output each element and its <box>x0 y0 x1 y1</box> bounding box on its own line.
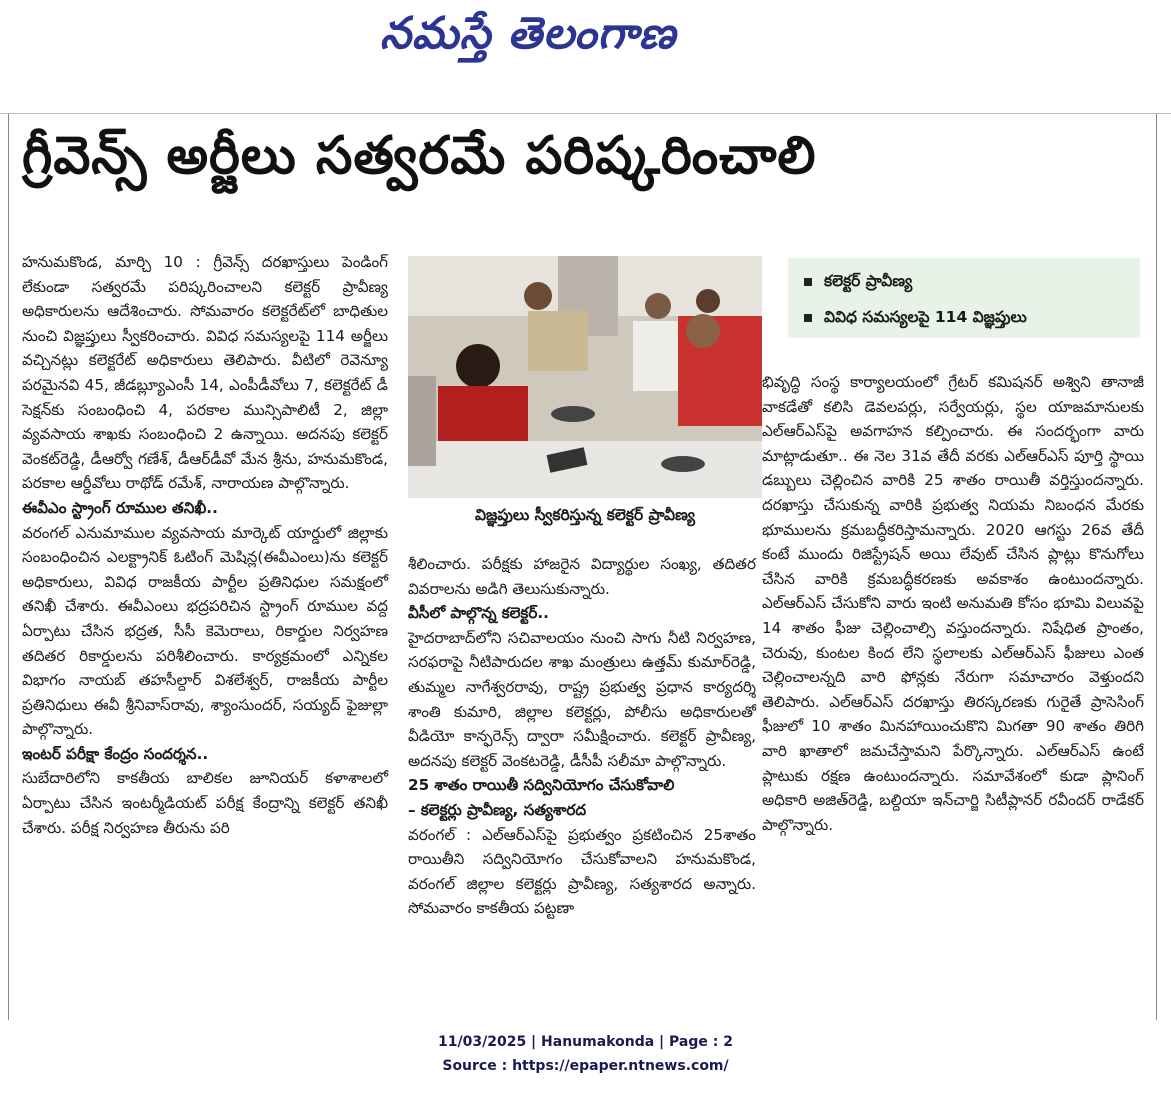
article-paragraph: శీలించారు. పరీక్షకు హాజరైన విద్యార్థుల సంఖ్య, తదితర వివరాలను అడిగి తెలుసుకున్నారు. <box>408 555 756 598</box>
highlight-item <box>804 308 1027 330</box>
bullet-icon <box>804 278 812 286</box>
subheading-evm: ఈవీఎం స్ట్రాంగ్ రూముల తనిఖీ.. <box>22 498 218 517</box>
highlights-box <box>788 258 1140 338</box>
article-column-2 <box>408 552 756 921</box>
article-paragraph: హైదరాబాద్‌లోని సచివాలయం నుంచి సాగు నీటి నిర్వహణ, సరఫరాపై నీటిపారుదల శాఖ మంత్రులు ఉత్తమ్ కుమార్‌రెడ్డి, తుమ్మల నాగేశ్వరరావు, రాష్ట్ర ప్రభుత్వ ప్రధాన కార్యదర్శి శాంతి కుమారి, జిల్లాల కలెక్టర్లు, పోలీసు అధికారులతో వీడియో కాన్ఫరెన్స్ ద్వారా సమీక్షించారు. కలెక్టర్ ప్రావీణ్య, అదనపు కలెక్టర్ వెంకటరెడ్డి, డీసీపీ సలీమా పాల్గొన్నారు. <box>408 628 756 770</box>
news-photo <box>408 256 762 498</box>
highlight-item <box>804 272 912 294</box>
article-paragraph: వరంగల్ : ఎల్‌ఆర్‌ఎస్‌పై ప్రభుత్వం ప్రకటించిన 25శాతం రాయితీని సద్వినియోగం చేసుకోవాలని హనుమకొండ, వరంగల్ జిల్లాల కలెక్టర్లు ప్రావీణ్య, సత్యశారద అన్నారు. సోమవారం కాకతీయ పట్టణా <box>408 825 756 918</box>
clipping-border-right <box>1156 114 1157 1020</box>
clipping-border-left <box>8 114 9 1020</box>
bullet-icon <box>804 314 812 322</box>
photo-caption: విజ్ఞప్తులు స్వీకరిస్తున్న కలెక్టర్ ప్రావీణ్య <box>475 506 695 524</box>
subheading-lrs-byline: – కలెక్టర్లు ప్రావీణ్య, సత్యశారద <box>408 800 587 819</box>
article-column-3 <box>762 370 1144 837</box>
article-paragraph: సుబేదారిలోని కాకతీయ బాలికల జూనియర్ కళాశాలలో ఏర్పాటు చేసిన ఇంటర్మీడియట్ పరీక్ష కేంద్రాన్ని కలెక్టర్ తనిఖీ చేశారు. పరీక్ష నిర్వహణ తీరును పరి <box>22 769 388 837</box>
subheading-lrs: 25 శాతం రాయితీ సద్వినియోగం చేసుకోవాలి <box>408 776 675 795</box>
footer-source: Source : https://epaper.ntnews.com/ <box>442 1058 729 1074</box>
subheading-inter-exam: ఇంటర్ పరీక్షా కేంద్రం సందర్శన.. <box>22 744 209 763</box>
article-paragraph: భివృద్ధి సంస్థ కార్యాలయంలో గ్రేటర్ కమిషనర్ అశ్విని తానాజీ వాకడేతో కలిసి డెవలపర్లు, సర్వేయర్లు, స్థల యాజమానులకు ఎల్‌ఆర్‌ఎస్‌పై అవగాహన కల్పించారు. ఈ సందర్భంగా వారు మాట్లాడుతూ.. ఈ నెల 31వ తేదీ వరకు ఎల్‌ఆర్‌ఎస్ పూర్తి స్థాయి డబ్బులు చెల్లించిన వారికి 25 శాతం రాయితీ వర్తిస్తుందన్నారు. దరఖాస్తు చేసుకున్న వారికి ప్రభుత్వ నియమ నిబంధన మేరకు భూములను క్రమబద్ధీకరిస్తామన్నారు. 2020 ఆగస్టు 26వ తేదీ కంటే ముందు రిజిస్ట్రేషన్ అయి లేవుట్ చేసిన ప్లాట్లు కొనుగోలు చేసిన వారికి క్రమబద్ధీకరణకు అవకాశం ఉంటుందన్నారు. ఎల్‌ఆర్‌ఎస్ చేసుకోని వారు ఇంటి అనుమతి కోసం భూమి విలువపై 14 శాతం ఫీజు చెల్లించాల్సి వస్తుందన్నారు. నిషేధిత ప్రాంతం, చెరువు, కుంటల కింద లేని స్థలాలకు ఎల్‌ఆర్‌ఎస్ ఫీజులు ఎంత చెల్లించాలన్నది వారి ఫోన్లకు నేరుగా సమాచారం వెళ్తుందని తెలిపారు. ఎల్‌ఆర్‌ఎస్ దరఖాస్తు తిరస్కరణకు గురైతే ప్రాసెసింగ్ ఫీజులో 10 శాతం మినహాయించుకొని మిగతా 90 శాతం తిరిగి వారి ఖాతాలో జమచేస్తామని పేర్కొన్నారు. ఎల్‌ఆర్‌ఎస్ ఉంటే ప్లాటుకు రక్షణ ఉంటుందన్నారు. సమావేశంలో కుడా ప్లానింగ్ అధికారి అజిత్‌రెడ్డి, బల్దియా ఇన్‌చార్జి సిటీప్లానర్ రవీందర్ రాడేకర్ పాల్గొన్నారు. <box>762 373 1144 834</box>
masthead <box>0 0 1171 98</box>
subheading-video-conference: వీసీలో పాల్గొన్న కలెక్టర్.. <box>408 604 549 623</box>
photo-illustration <box>408 256 762 498</box>
top-divider <box>0 113 1171 114</box>
highlight-text: కలెక్టర్ ప్రావీణ్య <box>824 272 913 290</box>
newspaper-logo: నమస్తే తెలంగాణ <box>380 8 677 59</box>
article-headline: గ్రీవెన్స్ అర్జీలు సత్వరమే పరిష్కరించాలి <box>22 126 817 186</box>
footer-dateline: 11/03/2025 | Hanumakonda | Page : 2 <box>438 1034 733 1050</box>
article-paragraph: వరంగల్ ఎనుమాముల వ్యవసాయ మార్కెట్ యార్డులో జిల్లాకు సంబంధించిన ఎలక్ట్రానిక్ ఓటింగ్ మెషిన్ల(ఈవీఎంలు)ను కలెక్టర్ అధికారులు, వివిధ రాజకీయ పార్టీల ప్రతినిధుల సమక్షంలో తనిఖీ చేశారు. ఈవీఎంలు భద్రపరిచిన స్ట్రాంగ్ రూముల వద్ద ఏర్పాటు చేసిన భద్రత, సీసీ కెమెరాలు, రికార్డుల నిర్వహణ తదితర రికార్డులను పరిశీలించారు. కార్యక్రమంలో ఎన్నికల విభాగం నాయబ్ తహసీల్దార్ విశలేశ్వర్, రాజకీయ పార్టీల ప్రతినిధులు ఈవీ శ్రీనివాస్‌రావు, శ్యాంసుందర్, సయ్యద్ ఫైజుల్లా పాల్గొన్నారు. <box>22 523 388 739</box>
article-paragraph: హనుమకొండ, మార్చి 10 : గ్రీవెన్స్ దరఖాస్తులు పెండింగ్ లేకుండా సత్వరమే పరిష్కరించాలని కలెక్టర్ ప్రావీణ్య అధికారులను ఆదేశించారు. సోమవారం కలెక్టరేట్‌లో బాధితుల నుంచి విజ్ఞప్తులు స్వీకరించారు. వివిధ సమస్యలపై 114 అర్జీలు వచ్చినట్లు కలెక్టరేట్ అధికారులు తెలిపారు. వీటిలో రెవెన్యూ పరమైనవి 45, జీడబ్ల్యూఎంసీ 14, ఎంపీడీవోలు 7, కలెక్టరేట్ డీ సెక్షన్‌కు సంబంధించి 4, పరకాల మున్సిపాలిటీ 2, జిల్లా వ్యవసాయ శాఖకు సంబంధించి 2 ఉన్నాయి. అదనపు కలెక్టర్ వెంకట్‌రెడ్డి, డీఆర్వో గణేశ్, డీఆర్‌డీవో మేన శ్రీను, హనుమకొండ, పరకాల ఆర్డీవోలు రాథోడ్ రమేశ్, నారాయణ పాల్గొన్నారు. <box>22 253 388 493</box>
article-column-1 <box>22 250 388 840</box>
highlight-text: వివిధ సమస్యలపై 114 విజ్ఞప్తులు <box>824 308 1027 326</box>
